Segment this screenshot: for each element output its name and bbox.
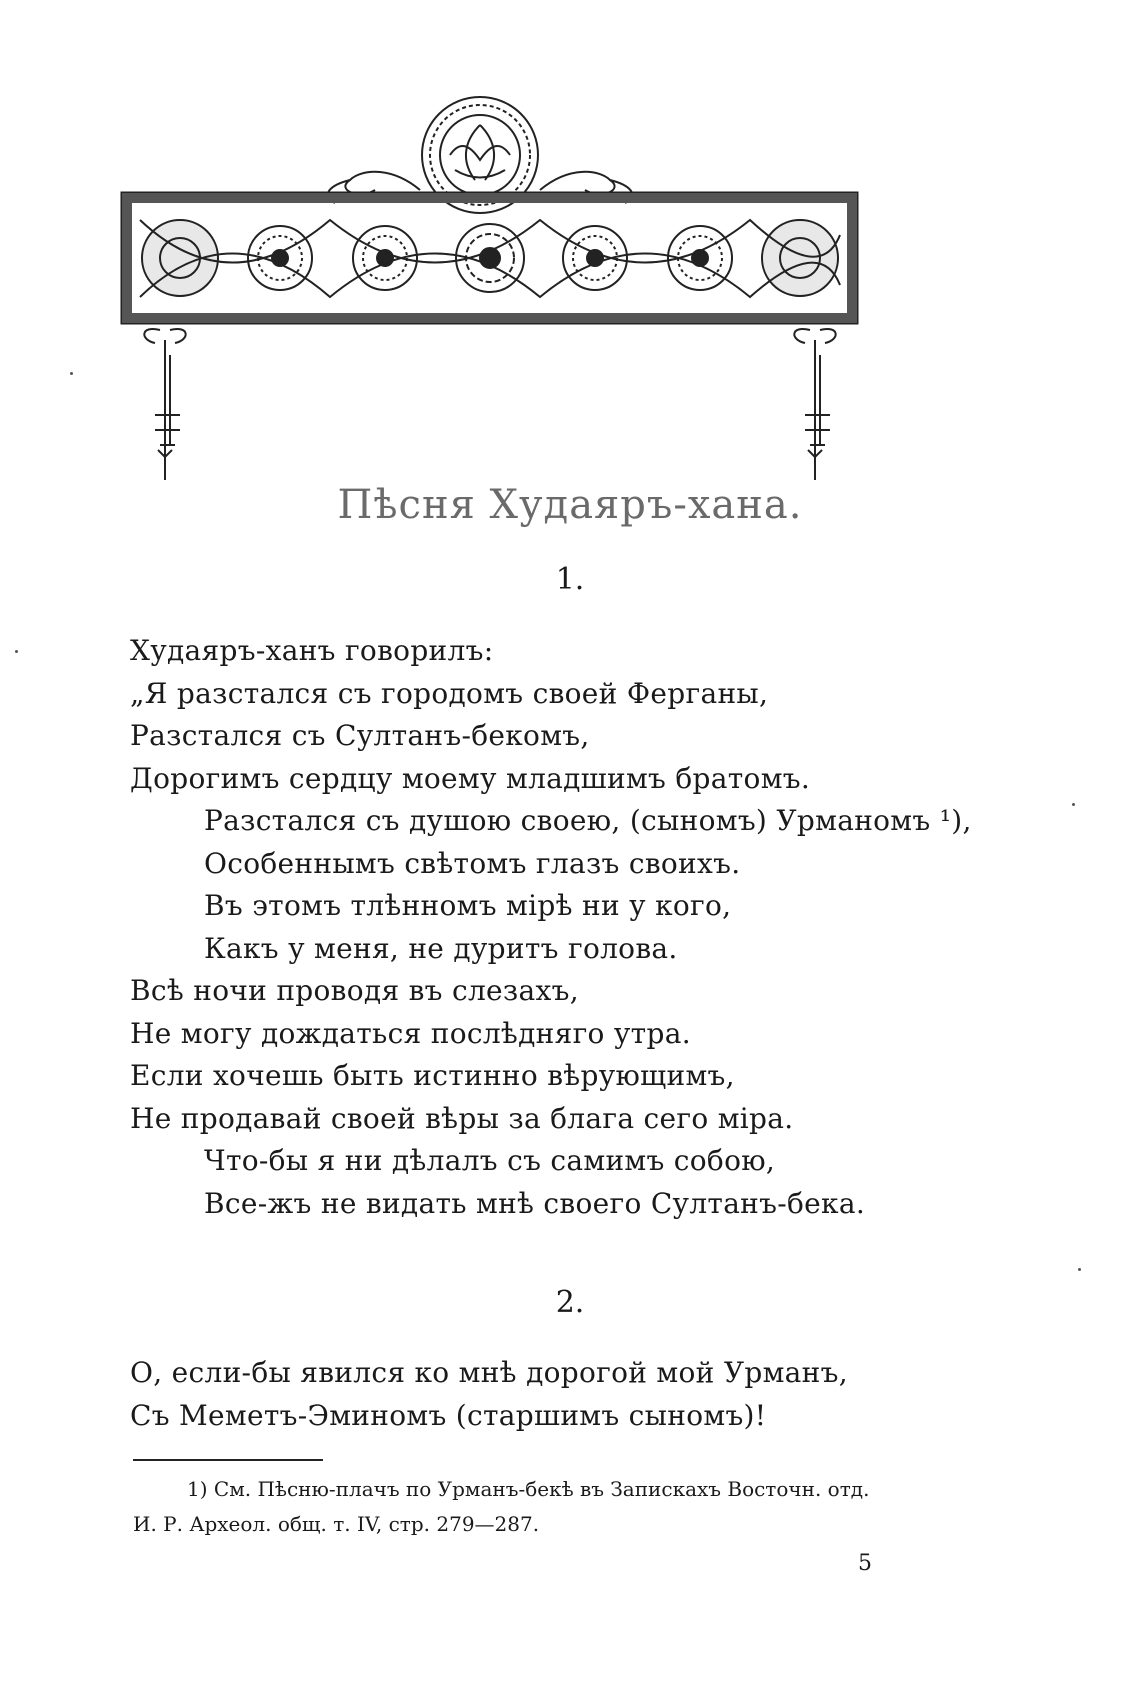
verse-line: Съ Меметъ-Эминомъ (старшимъ сыномъ)! (130, 1398, 767, 1432)
footnote-divider (133, 1459, 323, 1461)
footnote-line: 1) См. Пѣсню-плачъ по Урманъ-бекѣ въ Запискахъ Восточн. отд. (187, 1477, 870, 1501)
ornamental-headpiece (120, 85, 950, 525)
verse-line: Разстался съ Султанъ-бекомъ, (130, 719, 590, 752)
verse-line: Всѣ ночи проводя въ слезахъ, (130, 974, 579, 1007)
verse-line: Худаяръ-ханъ говорилъ: (130, 634, 494, 667)
verse-line: Если хочешь быть истинно вѣрующимъ, (130, 1059, 735, 1092)
left-pendant (144, 329, 185, 480)
footnote (133, 1472, 963, 1542)
verse-line: Какъ у меня, не дуритъ голова. (204, 931, 678, 965)
verse-line: Въ этомъ тлѣнномъ мірѣ ни у кого, (204, 889, 732, 922)
verse-line: Все-жъ не видать мнѣ своего Султанъ-бека. (204, 1186, 866, 1220)
verse-line: Что-бы я ни дѣлалъ съ самимъ собою, (204, 1144, 776, 1177)
print-speck (1078, 1268, 1081, 1271)
page-title: Пѣсня Худаяръ-хана. (337, 481, 803, 528)
print-speck (70, 372, 73, 375)
verse-block-2 (130, 1352, 848, 1437)
section-number: 2. (555, 1285, 585, 1320)
verse-block-1 (130, 630, 972, 1225)
verse-line: Особеннымъ свѣтомъ глазъ своихъ. (204, 846, 741, 880)
headpiece-ornament-icon (120, 85, 950, 525)
verse-line: Дорогимъ сердцу моему младшимъ братомъ. (130, 761, 811, 795)
page-number: 5 (858, 1551, 872, 1576)
verse-line: Не продавай своей вѣры за блага сего міра. (130, 1101, 794, 1135)
print-speck (15, 650, 18, 653)
verse-line: Разстался съ душою своею, (сыномъ) Урманомъ ¹), (204, 804, 972, 837)
verse-line: „Я разстался съ городомъ своей Ферганы, (130, 676, 769, 710)
right-pendant (794, 329, 835, 480)
verse-line: О, если-бы явился ко мнѣ дорогой мой Урманъ, (130, 1356, 848, 1389)
footnote-line: И. Р. Археол. общ. т. IV, стр. 279—287. (133, 1512, 540, 1536)
verse-line: Не могу дождаться послѣдняго утра. (130, 1016, 691, 1050)
section-number: 1. (555, 562, 585, 597)
print-speck (1072, 803, 1075, 806)
